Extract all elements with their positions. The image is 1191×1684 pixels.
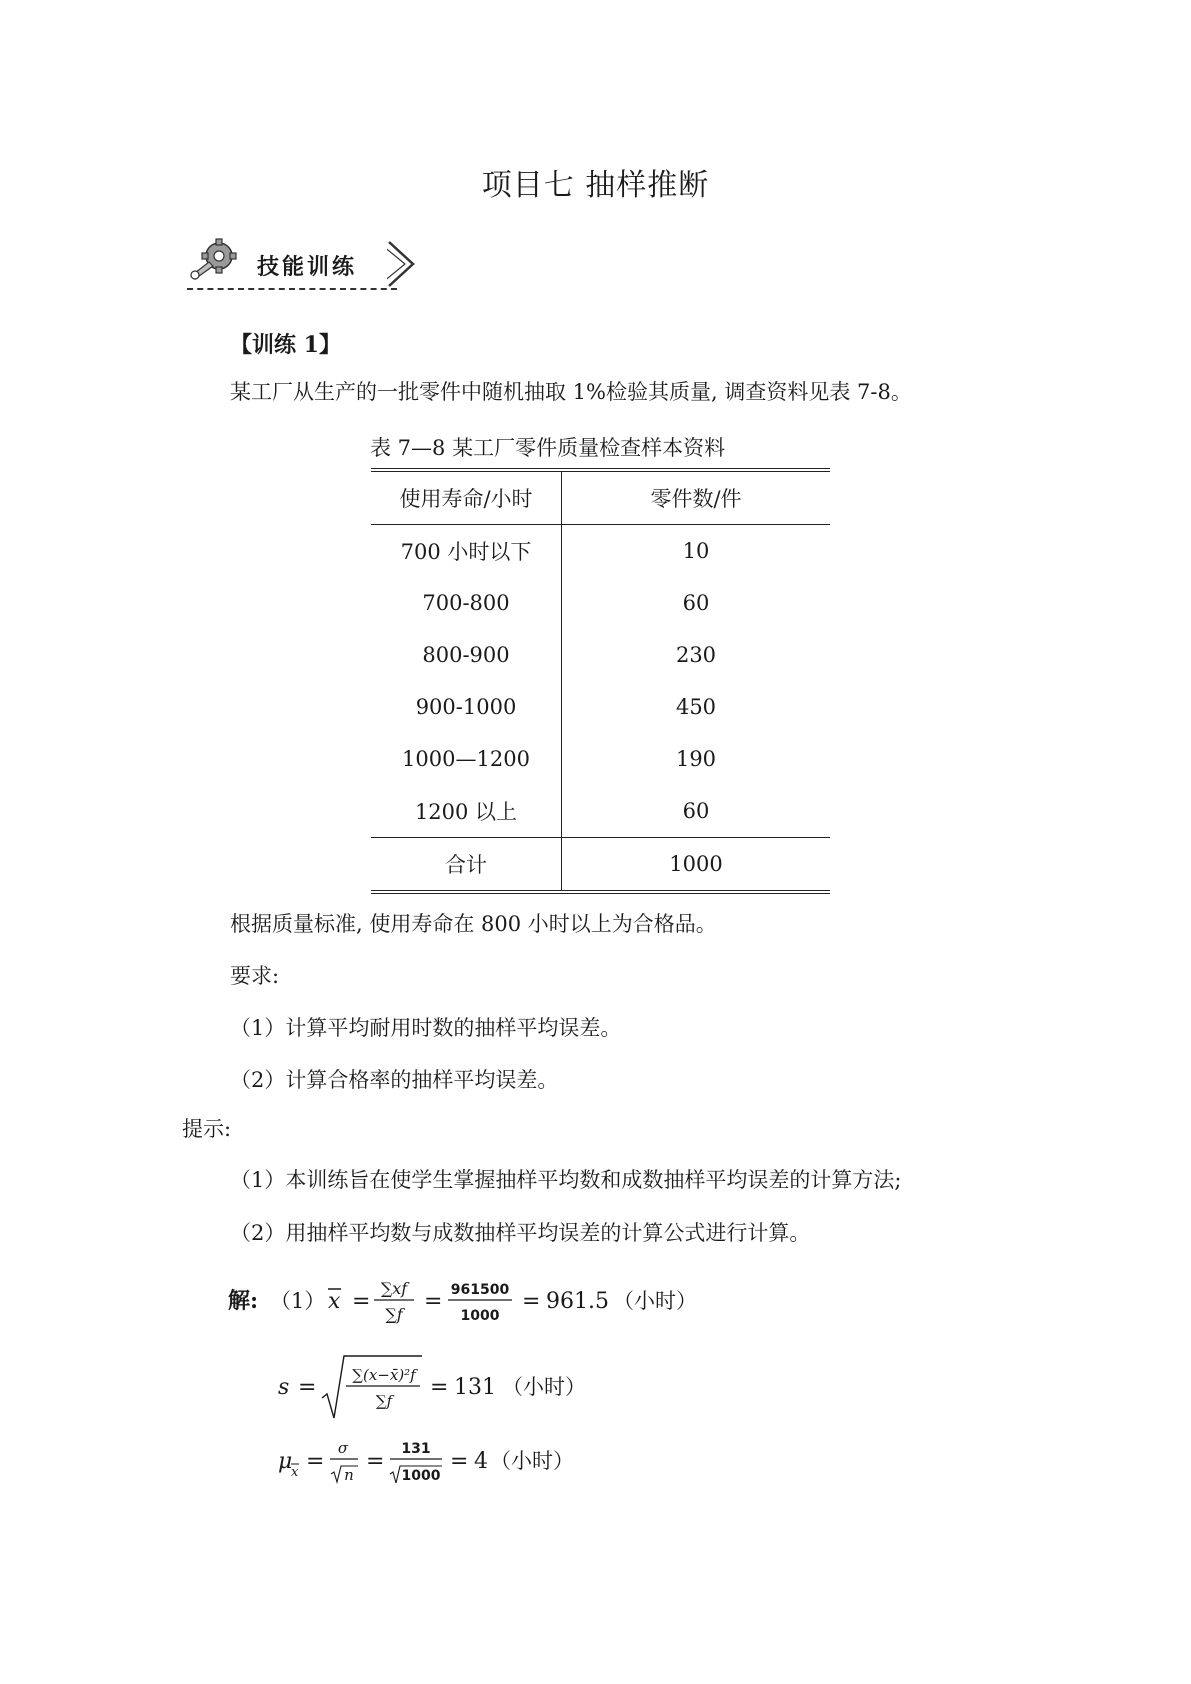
- equals-sign: =: [424, 1289, 443, 1314]
- hint-item: （1）本训练旨在使学生掌握抽样平均数和成数抽样平均误差的计算方法;: [230, 1168, 902, 1192]
- table-cell: 60: [682, 799, 710, 823]
- intro-paragraph: 某工厂从生产的一批零件中随机抽取 1%检验其质量, 调查资料见表 7-8。: [230, 380, 912, 404]
- lhs-symbol: s: [278, 1375, 290, 1400]
- page-title: 项目七 抽样推断: [481, 168, 710, 203]
- fraction-denominator: ∑f: [385, 1305, 403, 1324]
- equals-sign: =: [430, 1375, 449, 1400]
- table-cell: 800-900: [371, 629, 562, 681]
- fraction-numerator: 131: [401, 1441, 431, 1457]
- table-cell: 1000—1200: [371, 733, 562, 785]
- equals-sign: =: [306, 1449, 325, 1474]
- equation-sampling-error: [278, 1430, 698, 1496]
- hints-label: 提示:: [182, 1117, 232, 1141]
- table-row: [371, 577, 830, 629]
- table-cell: 合计: [371, 838, 562, 893]
- table-row: [371, 525, 830, 578]
- table-caption: 表 7—8 某工厂零件质量检查样本资料: [370, 436, 726, 460]
- banner-label: 技能训练: [257, 255, 358, 280]
- table-row: [371, 629, 830, 681]
- fraction-numerator: 961500: [450, 1282, 510, 1298]
- result-value: 961.5: [546, 1289, 609, 1314]
- fraction-numerator: ∑xf: [380, 1279, 408, 1298]
- table-cell: 1200 以上: [371, 785, 562, 838]
- column-header: 零件数/件: [562, 470, 831, 525]
- requirement-item: （2）计算合格率的抽样平均误差。: [230, 1068, 559, 1092]
- gear-wrench-icon: [187, 236, 247, 280]
- hint-item: （2）用抽样平均数与成数抽样平均误差的计算公式进行计算。: [230, 1221, 811, 1245]
- x-bar-subscript: x: [291, 1465, 299, 1480]
- requirement-item: （1）计算平均耐用时数的抽样平均误差。: [230, 1016, 622, 1040]
- quality-standard: 根据质量标准, 使用寿命在 800 小时以上为合格品。: [230, 912, 717, 936]
- quality-data-table: [371, 468, 830, 894]
- table-row: [371, 681, 830, 733]
- table-cell: 230: [675, 643, 717, 667]
- table-cell: 60: [682, 591, 710, 615]
- unit-label: （小时）: [490, 1449, 574, 1473]
- x-bar-symbol: x: [328, 1289, 341, 1314]
- table-cell: 900-1000: [371, 681, 562, 733]
- fraction-denominator: 1000: [460, 1308, 500, 1324]
- equation-std-dev: [278, 1350, 698, 1424]
- requirements-label: 要求:: [230, 964, 280, 988]
- chevron-right-icon: [387, 240, 417, 288]
- step-prefix: （1）: [270, 1289, 326, 1313]
- table-cell: 450: [675, 695, 717, 719]
- section-heading: 【训练 1】: [230, 332, 341, 358]
- result-value: 4: [474, 1449, 488, 1474]
- unit-label: （小时）: [613, 1289, 697, 1313]
- skill-training-banner: [187, 228, 412, 298]
- solution-label: 解:: [228, 1288, 259, 1314]
- equals-sign: =: [366, 1449, 385, 1474]
- table-header-row: [371, 470, 830, 525]
- table-row: [371, 733, 830, 785]
- equals-sign: =: [352, 1289, 371, 1314]
- table-total-row: [371, 838, 830, 893]
- table-cell: 10: [682, 539, 710, 563]
- fraction-denominator: 1000: [401, 1468, 441, 1484]
- table-cell: 190: [675, 747, 717, 771]
- table-cell: 700 小时以下: [371, 525, 562, 578]
- table-row: [371, 785, 830, 838]
- lhs-symbol: μ: [278, 1449, 293, 1474]
- fraction-numerator: ∑(x−x̄)²f: [352, 1366, 416, 1384]
- equals-sign: =: [450, 1449, 469, 1474]
- fraction-denominator: ∑f: [375, 1392, 393, 1410]
- table-cell: 1000: [562, 838, 831, 893]
- unit-label: （小时）: [502, 1375, 586, 1399]
- result-value: 131: [454, 1375, 496, 1400]
- equals-sign: =: [522, 1289, 541, 1314]
- banner-dashed-underline: [187, 288, 397, 290]
- fraction-numerator: σ: [337, 1439, 349, 1457]
- equation-mean: [228, 1270, 748, 1330]
- column-header: 使用寿命/小时: [371, 470, 562, 525]
- equals-sign: =: [298, 1375, 317, 1400]
- fraction-denominator: n: [344, 1466, 354, 1484]
- table-cell: 700-800: [371, 577, 562, 629]
